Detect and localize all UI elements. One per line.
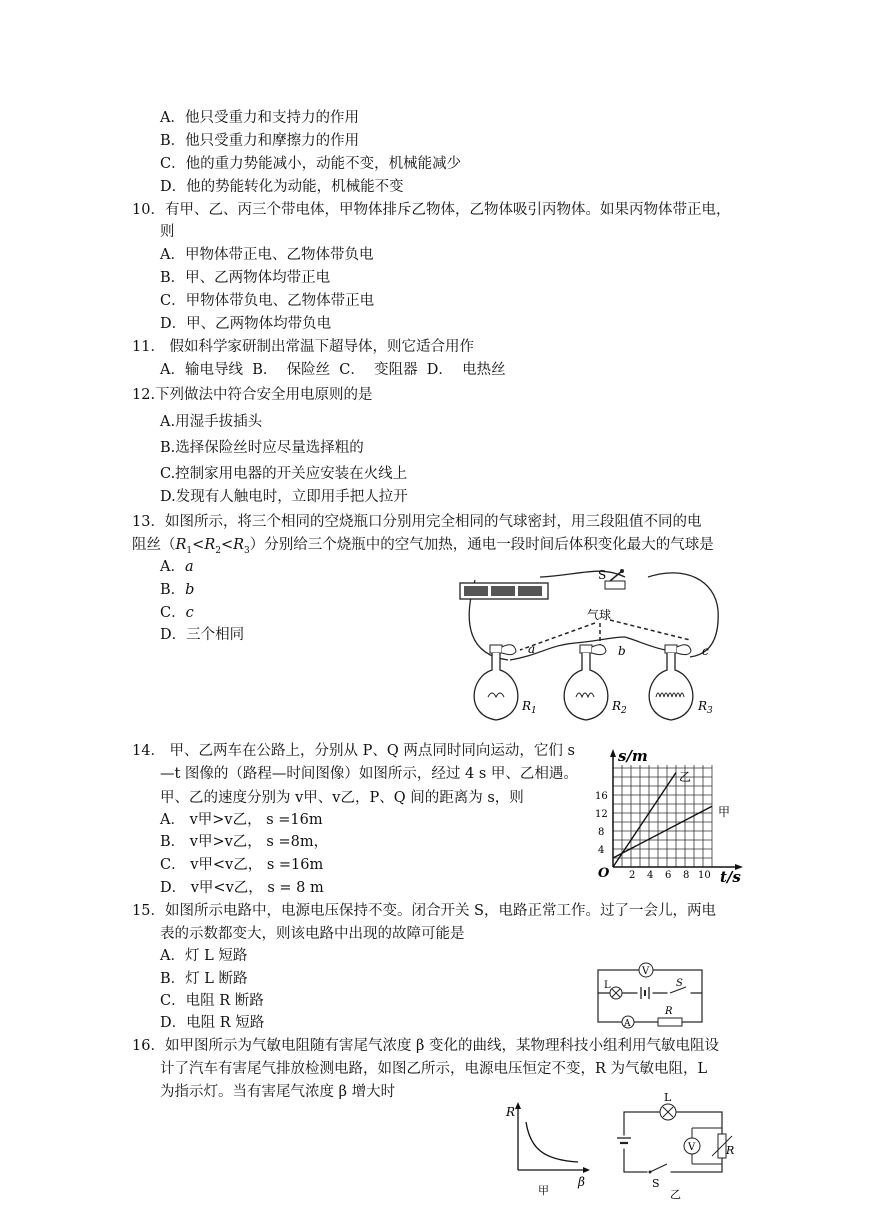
line-jia	[613, 806, 712, 858]
q16-stem-line1: 16．如甲图所示为气敏电阻随有害尾气浓度 β 变化的曲线，某物理科技小组利用气敏电阻设	[132, 1038, 720, 1054]
q15-circuit	[592, 958, 710, 1030]
balloon-a-label: a	[528, 642, 536, 656]
q15-option-c: C．电阻 R 断路	[160, 993, 264, 1009]
q12-option-c: C.控制家用电器的开关应安装在火线上	[160, 466, 408, 482]
q16-stem-line2: 计了汽车有害尾气排放检测电路，如图乙所示，电源电压恒定不变，R 为气敏电阻，L	[160, 1061, 708, 1077]
graph-beta-label: β	[578, 1175, 585, 1189]
q10-stem-line1: 10．有甲、乙、丙三个带电体，甲物体排斥乙物体，乙物体吸引丙物体。如果丙物体带正电，	[132, 202, 731, 218]
q14-stem-line2: —t 图像的（路程—时间图像）如图所示，经过 4 s 甲、乙相遇。	[160, 766, 578, 782]
q13-stem-line1: 13．如图所示，将三个相同的空烧瓶口分别用完全相同的气球密封，用三段阻值不同的电	[132, 514, 702, 530]
svg-text:V: V	[642, 966, 650, 977]
q15-option-b: B．灯 L 断路	[160, 971, 248, 987]
q14-st-graph	[588, 745, 753, 890]
q13-option-c: C．c	[160, 605, 194, 621]
r-beta-curve	[526, 1122, 578, 1162]
graph-origin: O	[598, 866, 610, 881]
q13-stem-line2: 阻丝$(R_1<R_2<R_3)$分别给三个烧瓶中的空气加热，通电一段时间后体积变化最大的气球是	[132, 537, 714, 556]
line-yi-label: 乙	[679, 770, 692, 784]
xtick-8: 8	[683, 870, 690, 881]
q13-option-a: A．a	[160, 559, 194, 575]
svg-text:R: R	[665, 1006, 673, 1017]
switch-label: S	[598, 568, 607, 582]
flask-b	[564, 645, 608, 720]
graph-y-label: s/m	[618, 747, 648, 765]
flask-c	[649, 645, 693, 720]
q9-option-a: A．他只受重力和支持力的作用	[160, 110, 359, 126]
svg-text:A: A	[624, 1019, 631, 1029]
q10-option-b: B．甲、乙两物体均带正电	[160, 270, 331, 286]
q9-option-d: D．他的势能转化为动能，机械能不变	[160, 179, 404, 195]
q10-option-a: A．甲物体带正电、乙物体带负电	[160, 247, 374, 263]
balloon-c-label: c	[702, 644, 709, 658]
r1-label: $R_1$	[522, 699, 537, 716]
q14-option-b: B． v甲>v乙， s =8m，	[160, 834, 329, 850]
q9-option-c: C．他的重力势能减小，动能不变，机械能减少	[160, 156, 462, 172]
q14-option-d: D． v甲<v乙， s = 8 m	[160, 880, 324, 896]
balloon-b-label: b	[618, 644, 626, 658]
r2-label: $R_2$	[612, 699, 627, 716]
xtick-4: 4	[647, 870, 654, 881]
ytick-8: 8	[598, 827, 605, 838]
q10-stem-line2: 则	[160, 224, 175, 240]
flask-a	[474, 645, 518, 720]
q12-stem: 12.下列做法中符合安全用电原则的是	[132, 387, 373, 403]
svg-text:L: L	[604, 980, 611, 991]
balloon-label: 气球	[587, 608, 612, 622]
q13-option-d: D．三个相同	[160, 627, 245, 643]
q14-option-c: C． v甲<v乙， s =16m	[160, 857, 324, 873]
q10-option-c: C．甲物体带负电、乙物体带正电	[160, 293, 375, 309]
xtick-10: 10	[698, 870, 711, 881]
figure-yi-caption: 乙	[670, 1188, 681, 1200]
q15-stem-line1: 15．如图所示电路中，电源电压保持不变。闭合开关 S，电路正常工作。过了一会儿，两电	[132, 903, 716, 919]
svg-text:S: S	[652, 1177, 660, 1190]
ytick-12: 12	[595, 809, 608, 820]
q11-stem: 11． 假如科学家研制出常温下超导体，则它适合用作	[132, 339, 475, 355]
q12-option-d: D.发现有人触电时，立即用手把人拉开	[160, 489, 408, 505]
ytick-4: 4	[598, 845, 605, 856]
q16-detection-circuit	[612, 1092, 742, 1200]
svg-text:V: V	[688, 1142, 696, 1153]
line-jia-label: 甲	[718, 805, 731, 819]
q15-stem-line2: 表的示数都变大，则该电路中出现的故障可能是	[160, 926, 465, 942]
r3-label: $R_3$	[698, 699, 713, 716]
st-data-lines	[613, 773, 712, 868]
q13-flask-figure	[450, 565, 755, 730]
figure-jia-caption: 甲	[538, 1184, 549, 1197]
xtick-6: 6	[665, 870, 672, 881]
q16-r-beta-graph	[498, 1098, 598, 1198]
q16-stem-line3: 为指示灯。当有害尾气浓度 β 增大时	[160, 1084, 396, 1100]
q11-options: A．输电导线 B． 保险丝 C． 变阻器 D． 电热丝	[160, 362, 506, 378]
q15-option-d: D．电阻 R 短路	[160, 1015, 265, 1031]
battery-icon	[460, 583, 548, 599]
graph-r-label: R	[506, 1105, 516, 1119]
q9-option-b: B．他只受重力和摩擦力的作用	[160, 133, 360, 149]
q14-option-a: A． v甲>v乙， s =16m	[160, 812, 323, 828]
svg-text:S: S	[676, 978, 683, 989]
ytick-16: 16	[595, 791, 608, 802]
q15-option-a: A．灯 L 短路	[160, 948, 248, 964]
xtick-2: 2	[629, 870, 636, 881]
q12-option-b: B.选择保险丝时应尽量选择粗的	[160, 440, 364, 456]
resistor-icon	[658, 1018, 682, 1026]
q14-stem-line3: 甲、乙的速度分别为 v甲、v乙，P、Q 间的距离为 s，则	[160, 790, 524, 806]
q12-option-a: A.用湿手拔插头	[160, 414, 263, 430]
q13-option-b: B．b	[160, 582, 195, 598]
graph-x-label: t/s	[720, 868, 741, 886]
svg-text:L: L	[664, 1092, 672, 1104]
q14-stem-line1: 14． 甲、乙两车在公路上，分别从 P、Q 两点同时同向运动，它们 s	[132, 743, 575, 759]
q10-option-d: D．甲、乙两物体均带负电	[160, 316, 332, 332]
svg-text:R: R	[726, 1144, 735, 1157]
